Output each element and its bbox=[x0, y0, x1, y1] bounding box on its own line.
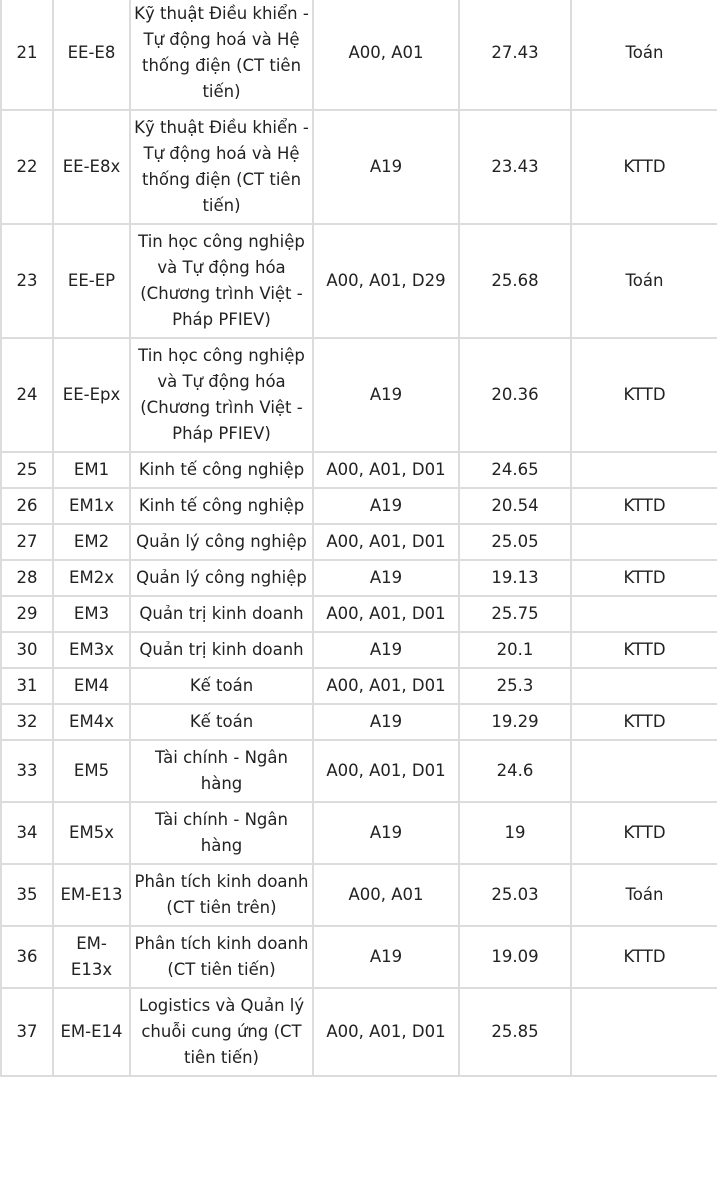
note-cell: Toán bbox=[571, 224, 717, 338]
major-code-cell: EE-E8x bbox=[53, 110, 130, 224]
cutoff-score-cell: 25.03 bbox=[459, 864, 571, 926]
table-row bbox=[1, 988, 717, 1076]
major-name-cell: Kỹ thuật Điều khiển - Tự động hoá và Hệ thống điện (CT tiên tiến) bbox=[130, 0, 313, 110]
table-row bbox=[1, 632, 717, 668]
cutoff-score-cell: 27.43 bbox=[459, 0, 571, 110]
table-row bbox=[1, 704, 717, 740]
major-name-cell: Kế toán bbox=[130, 704, 313, 740]
cutoff-score-cell: 20.54 bbox=[459, 488, 571, 524]
cutoff-score-cell: 25.85 bbox=[459, 988, 571, 1076]
row-number-cell: 33 bbox=[1, 740, 53, 802]
major-code-cell: EM4x bbox=[53, 704, 130, 740]
row-number-cell: 34 bbox=[1, 802, 53, 864]
note-cell: KTTD bbox=[571, 802, 717, 864]
note-cell bbox=[571, 668, 717, 704]
row-number-cell: 26 bbox=[1, 488, 53, 524]
row-number-cell: 23 bbox=[1, 224, 53, 338]
cutoff-score-cell: 24.6 bbox=[459, 740, 571, 802]
major-code-cell: EM1 bbox=[53, 452, 130, 488]
table-row bbox=[1, 524, 717, 560]
subject-combinations-cell: A00, A01, D01 bbox=[313, 988, 459, 1076]
cutoff-score-cell: 19.13 bbox=[459, 560, 571, 596]
major-name-cell: Tài chính - Ngân hàng bbox=[130, 740, 313, 802]
table-row bbox=[1, 110, 717, 224]
subject-combinations-cell: A19 bbox=[313, 338, 459, 452]
table-row bbox=[1, 740, 717, 802]
note-cell: KTTD bbox=[571, 488, 717, 524]
subject-combinations-cell: A19 bbox=[313, 704, 459, 740]
table-row bbox=[1, 926, 717, 988]
subject-combinations-cell: A00, A01, D29 bbox=[313, 224, 459, 338]
cutoff-score-cell: 19.09 bbox=[459, 926, 571, 988]
major-name-cell: Kế toán bbox=[130, 668, 313, 704]
major-code-cell: EM2x bbox=[53, 560, 130, 596]
row-number-cell: 27 bbox=[1, 524, 53, 560]
major-code-cell: EM1x bbox=[53, 488, 130, 524]
table-row bbox=[1, 864, 717, 926]
cutoff-score-cell: 20.36 bbox=[459, 338, 571, 452]
subject-combinations-cell: A19 bbox=[313, 110, 459, 224]
note-cell: Toán bbox=[571, 864, 717, 926]
cutoff-score-cell: 25.68 bbox=[459, 224, 571, 338]
cutoff-score-cell: 23.43 bbox=[459, 110, 571, 224]
major-code-cell: EM-E14 bbox=[53, 988, 130, 1076]
note-cell: KTTD bbox=[571, 338, 717, 452]
major-name-cell: Logistics và Quản lý chuỗi cung ứng (CT tiên tiến) bbox=[130, 988, 313, 1076]
major-name-cell: Quản lý công nghiệp bbox=[130, 524, 313, 560]
table-row bbox=[1, 0, 717, 110]
row-number-cell: 36 bbox=[1, 926, 53, 988]
cutoff-score-cell: 25.75 bbox=[459, 596, 571, 632]
row-number-cell: 21 bbox=[1, 0, 53, 110]
subject-combinations-cell: A00, A01, D01 bbox=[313, 452, 459, 488]
major-code-cell: EM2 bbox=[53, 524, 130, 560]
subject-combinations-cell: A00, A01, D01 bbox=[313, 740, 459, 802]
subject-combinations-cell: A00, A01 bbox=[313, 864, 459, 926]
row-number-cell: 24 bbox=[1, 338, 53, 452]
major-name-cell: Quản trị kinh doanh bbox=[130, 596, 313, 632]
major-code-cell: EM-E13 bbox=[53, 864, 130, 926]
subject-combinations-cell: A00, A01, D01 bbox=[313, 668, 459, 704]
subject-combinations-cell: A00, A01, D01 bbox=[313, 524, 459, 560]
subject-combinations-cell: A19 bbox=[313, 632, 459, 668]
major-name-cell: Phân tích kinh doanh (CT tiên trên) bbox=[130, 864, 313, 926]
note-cell: KTTD bbox=[571, 632, 717, 668]
cutoff-score-cell: 19.29 bbox=[459, 704, 571, 740]
note-cell bbox=[571, 524, 717, 560]
major-code-cell: EE-Epx bbox=[53, 338, 130, 452]
major-code-cell: EM3x bbox=[53, 632, 130, 668]
major-code-cell: EM-E13x bbox=[53, 926, 130, 988]
major-name-cell: Kinh tế công nghiệp bbox=[130, 452, 313, 488]
note-cell bbox=[571, 452, 717, 488]
table-row bbox=[1, 560, 717, 596]
table-body bbox=[1, 0, 717, 1076]
table-row bbox=[1, 802, 717, 864]
subject-combinations-cell: A00, A01 bbox=[313, 0, 459, 110]
note-cell: KTTD bbox=[571, 560, 717, 596]
cutoff-score-cell: 25.05 bbox=[459, 524, 571, 560]
major-name-cell: Kinh tế công nghiệp bbox=[130, 488, 313, 524]
major-code-cell: EM5 bbox=[53, 740, 130, 802]
major-code-cell: EM4 bbox=[53, 668, 130, 704]
note-cell: KTTD bbox=[571, 110, 717, 224]
cutoff-score-cell: 20.1 bbox=[459, 632, 571, 668]
cutoff-score-cell: 19 bbox=[459, 802, 571, 864]
note-cell bbox=[571, 740, 717, 802]
table-row bbox=[1, 224, 717, 338]
row-number-cell: 22 bbox=[1, 110, 53, 224]
row-number-cell: 31 bbox=[1, 668, 53, 704]
major-name-cell: Quản trị kinh doanh bbox=[130, 632, 313, 668]
note-cell: Toán bbox=[571, 0, 717, 110]
row-number-cell: 35 bbox=[1, 864, 53, 926]
major-name-cell: Tài chính - Ngân hàng bbox=[130, 802, 313, 864]
note-cell bbox=[571, 988, 717, 1076]
major-name-cell: Tin học công nghiệp và Tự động hóa (Chương trình Việt - Pháp PFIEV) bbox=[130, 338, 313, 452]
table-row bbox=[1, 596, 717, 632]
row-number-cell: 37 bbox=[1, 988, 53, 1076]
major-code-cell: EE-E8 bbox=[53, 0, 130, 110]
subject-combinations-cell: A19 bbox=[313, 488, 459, 524]
cutoff-score-cell: 25.3 bbox=[459, 668, 571, 704]
cutoff-score-cell: 24.65 bbox=[459, 452, 571, 488]
major-name-cell: Phân tích kinh doanh (CT tiên tiến) bbox=[130, 926, 313, 988]
table-row bbox=[1, 488, 717, 524]
major-name-cell: Quản lý công nghiệp bbox=[130, 560, 313, 596]
major-name-cell: Tin học công nghiệp và Tự động hóa (Chương trình Việt - Pháp PFIEV) bbox=[130, 224, 313, 338]
table-row bbox=[1, 668, 717, 704]
row-number-cell: 25 bbox=[1, 452, 53, 488]
subject-combinations-cell: A19 bbox=[313, 802, 459, 864]
table-row bbox=[1, 338, 717, 452]
major-code-cell: EM5x bbox=[53, 802, 130, 864]
note-cell bbox=[571, 596, 717, 632]
major-name-cell: Kỹ thuật Điều khiển - Tự động hoá và Hệ thống điện (CT tiên tiến) bbox=[130, 110, 313, 224]
subject-combinations-cell: A19 bbox=[313, 560, 459, 596]
note-cell: KTTD bbox=[571, 926, 717, 988]
subject-combinations-cell: A00, A01, D01 bbox=[313, 596, 459, 632]
row-number-cell: 30 bbox=[1, 632, 53, 668]
table-row bbox=[1, 452, 717, 488]
major-code-cell: EM3 bbox=[53, 596, 130, 632]
row-number-cell: 28 bbox=[1, 560, 53, 596]
row-number-cell: 29 bbox=[1, 596, 53, 632]
row-number-cell: 32 bbox=[1, 704, 53, 740]
subject-combinations-cell: A19 bbox=[313, 926, 459, 988]
major-code-cell: EE-EP bbox=[53, 224, 130, 338]
note-cell: KTTD bbox=[571, 704, 717, 740]
